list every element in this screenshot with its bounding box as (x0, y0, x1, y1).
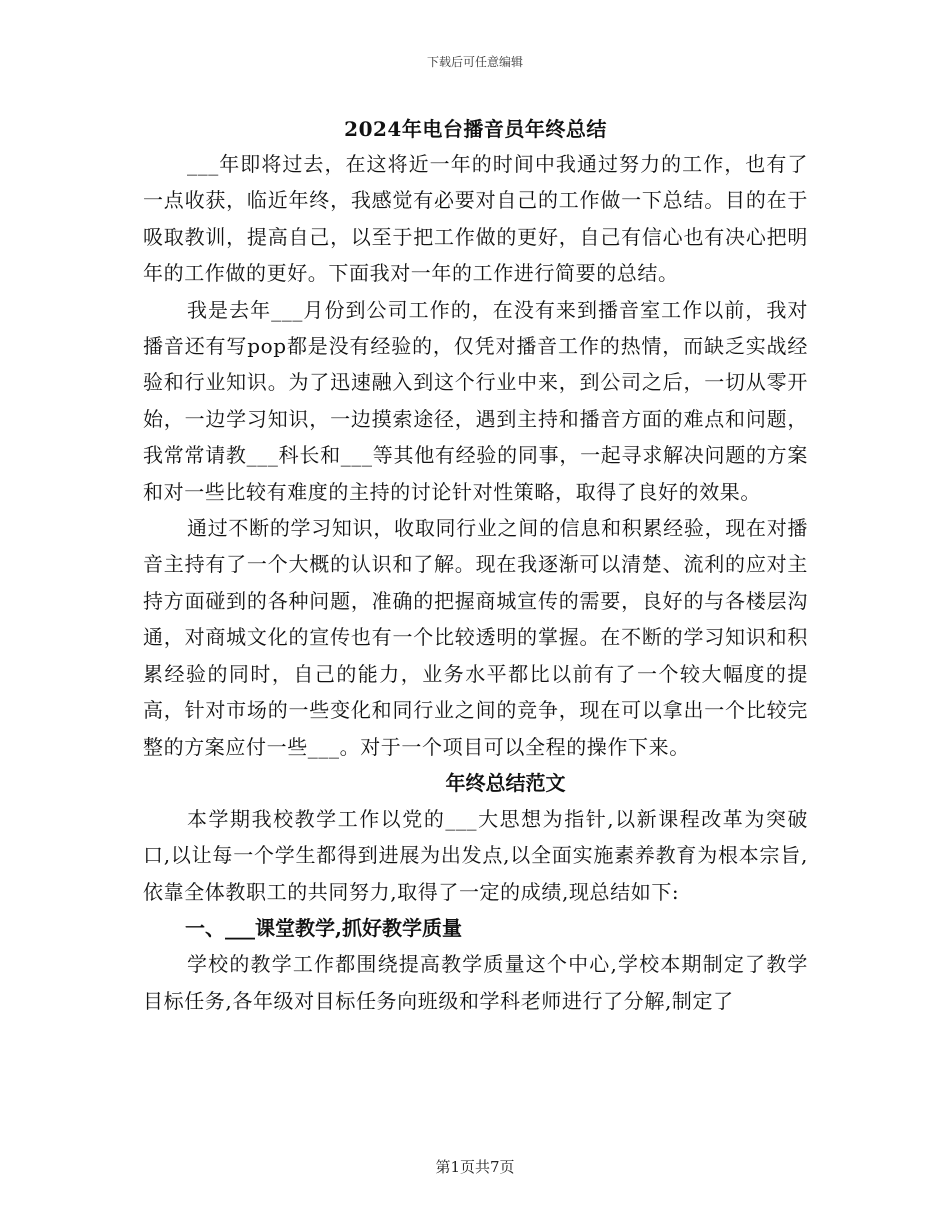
document-title: 2024年电台播音员年终总结 (344, 117, 607, 141)
page-footer: 第1页共7页 (435, 1158, 515, 1176)
section-title: 年终总结范文 (445, 770, 566, 795)
paragraph-intro: ___年即将过去，在这将近一年的时间中我通过努力的工作，也有了一点收获，临近年终，我感觉有必要对自己的工作做一下总结。目的在于吸取教训，提高自己，以至于把工作做的更好，自己有信心也有决心把明年的工作做的更好。下面我对一年的工作进行简要的总结。 (143, 152, 808, 286)
paragraph-teaching: 学校的教学工作都围绕提高教学质量这个中心,学校本期制定了教学目标任务,各年级对目标任务向班级和学科老师进行了分解,制定了 (143, 952, 808, 1013)
header-note: 下载后可任意编辑 (426, 55, 523, 69)
document-body (143, 112, 808, 1019)
paragraph-section-intro: 本学期我校教学工作以党的___大思想为指针,以新课程改革为突破口,以让每一个学生都得到进展为出发点,以全面实施素养教育为根本宗旨,依靠全体教职工的共同努力,取得了一定的成绩,现总结如下: (143, 806, 808, 904)
paragraph-progress: 通过不断的学习知识，收取同行业之间的信息和积累经验，现在对播音主持有了一个大概的认识和了解。现在我逐渐可以清楚、流利的应对主持方面碰到的各种问题，准确的把握商城宣传的需要，良好的与各楼层沟通，对商城文化的宣传也有一个比较透明的掌握。在不断的学习知识和积累经验的同时，自己的能力，业务水平都比以前有了一个较大幅度的提高，针对市场的一些变化和同行业之间的竞争，现在可以拿出一个比较完整的方案应付一些___。对于一个项目可以全程的操作下来。 (143, 516, 808, 759)
paragraph-experience: 我是去年___月份到公司工作的，在没有来到播音室工作以前，我对播音还有写pop都是没有经验的，仅凭对播音工作的热情，而缺乏实战经验和行业知识。为了迅速融入到这个行业中来，到公司之后，一切从零开始，一边学习知识，一边摸索途径，遇到主持和播音方面的难点和问题，我常常请教___科长和___等其他有经验的同事，一起寻求解决问题的方案和对一些比较有难度的主持的讨论针对性策略，取得了良好的效果。 (143, 297, 808, 504)
heading-item-1: 一、___课堂教学,抓好教学质量 (185, 916, 462, 941)
